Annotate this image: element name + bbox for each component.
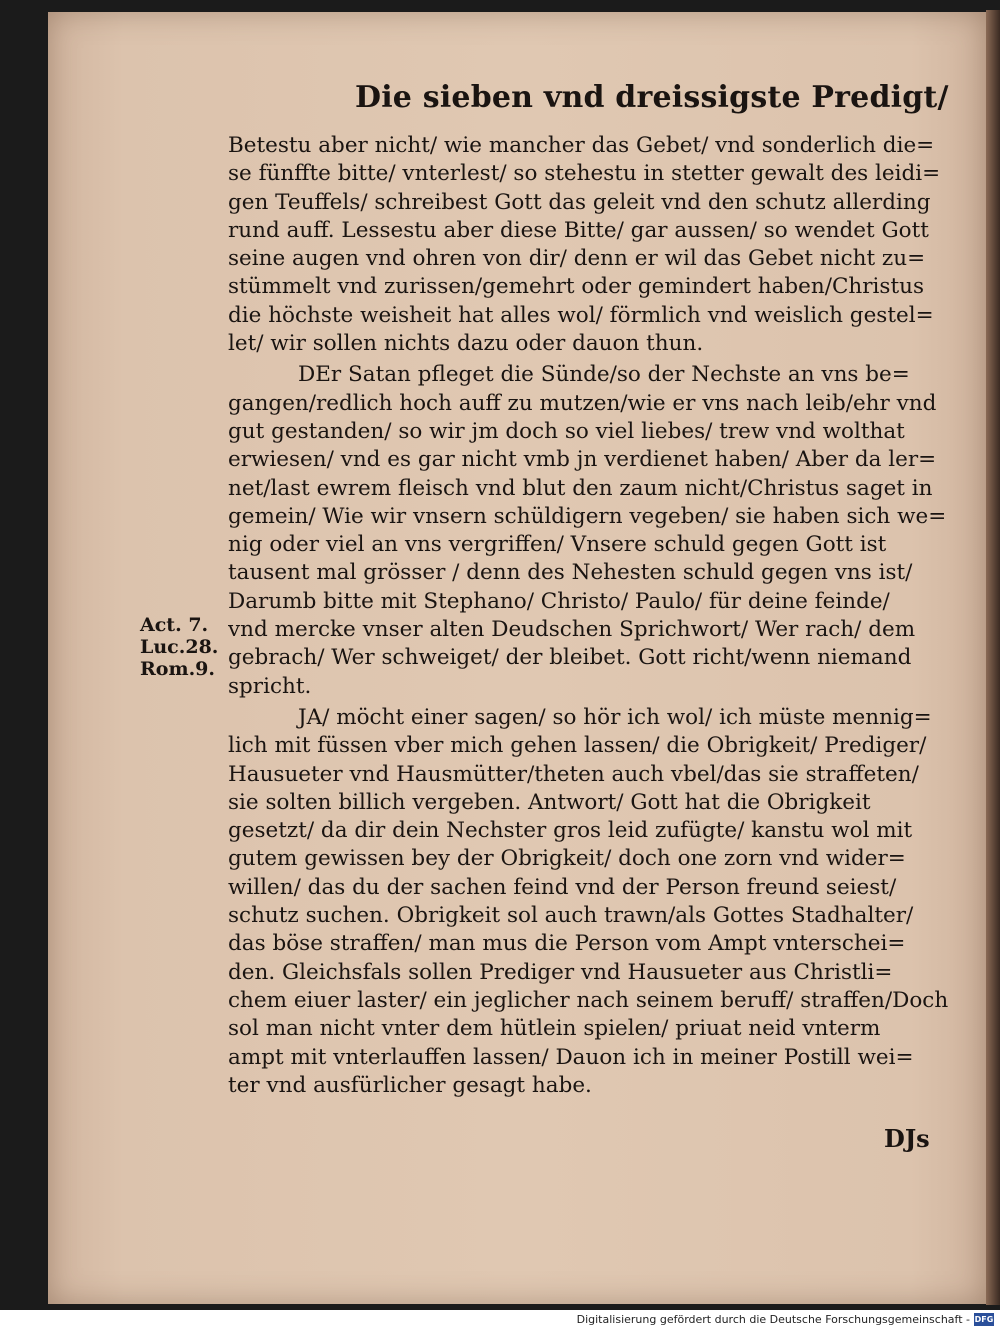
footer-credit: Digitalisierung gefördert durch die Deutsche Forschungsgemeinschaft -	[576, 1313, 970, 1326]
text-line: Hausueter vnd Hausmütter/theten auch vbel/das sie straffeten/	[228, 761, 919, 787]
text-line: seine augen vnd ohren von dir/ denn er wil das Gebet nicht zu=	[228, 246, 926, 272]
text-line: gesetzt/ da dir dein Nechster gros leid zufügte/ kanstu wol mit	[228, 818, 913, 844]
margin-note-luke: Luc.28.	[140, 636, 219, 658]
text-line: ter vnd ausfürlicher gesagt habe.	[228, 1072, 592, 1098]
text-line: net/last ewrem fleisch vnd blut den zaum nicht/Christus saget in	[228, 475, 933, 501]
text-line: willen/ das du der sachen feind vnd der Person freund seiest/	[228, 874, 897, 900]
paragraph-start: DEr Satan pfleget die Sünde/so der Nechste an vns be=	[298, 362, 910, 388]
text-line: lich mit füssen vber mich gehen lassen/ die Obrigkeit/ Prediger/	[228, 733, 927, 759]
paragraph-start: JA/ möcht einer sagen/ so hör ich wol/ ich müste mennig=	[298, 704, 932, 730]
text-line: rund auff. Lessestu aber diese Bitte/ gar aussen/ so wendet Gott	[228, 217, 929, 243]
text-line: gutem gewissen bey der Obrigkeit/ doch one zorn vnd wider=	[228, 846, 906, 872]
text-line: ampt mit vnterlauffen lassen/ Dauon ich in meiner Postill wei=	[228, 1044, 914, 1070]
margin-note-acts: Act. 7.	[140, 614, 209, 636]
text-line: chem eiuer laster/ ein jeglicher nach seinem beruff/ straffen/Doch	[228, 987, 948, 1013]
running-head: Die sieben vnd dreissigste Predigt/	[355, 80, 949, 115]
text-line: gemein/ Wie wir vnsern schüldigern vegeben/ sie haben sich we=	[228, 503, 947, 529]
text-line: gen Teuffels/ schreibest Gott das geleit vnd den schutz allerding	[228, 189, 931, 215]
text-line: gut gestanden/ so wir jm doch so viel liebes/ trew vnd wolthat	[228, 418, 905, 444]
text-line: spricht.	[228, 673, 312, 699]
margin-notes	[140, 614, 225, 680]
margin-note-romans: Rom.9.	[140, 658, 216, 680]
text-line: den. Gleichsfals sollen Prediger vnd Hausueter aus Christli=	[228, 959, 893, 985]
dfg-logo-icon: DFG	[974, 1315, 994, 1324]
text-line: Darumb bitte mit Stephano/ Christo/ Paulo/ für deine feinde/	[228, 588, 890, 614]
text-line: tausent mal grösser / denn des Nehesten schuld gegen vns ist/	[228, 560, 913, 586]
catchword: DJs	[884, 1124, 930, 1153]
text-line: stümmelt vnd zurissen/gemehrt oder gemindert haben/Christus	[228, 274, 924, 300]
text-line: gangen/redlich hoch auff zu mutzen/wie er vns nach leib/ehr vnd	[228, 390, 937, 416]
text-line: nig oder viel an vns vergriffen/ Vnsere schuld gegen Gott ist	[228, 532, 887, 558]
text-line: sol man nicht vnter dem hütlein spielen/ priuat neid vnterm	[228, 1016, 881, 1042]
page-edge	[986, 10, 1000, 1305]
text-line: die höchste weisheit hat alles wol/ förmlich vnd weislich gestel=	[228, 302, 934, 328]
text-line: sie solten billich vergeben. Antwort/ Gott hat die Obrigkeit	[228, 789, 871, 815]
text-line: vnd mercke vnser alten Deudschen Sprichwort/ Wer rach/ dem	[228, 617, 916, 643]
text-line: se fünffte bitte/ vnterlest/ so stehestu in stetter gewalt des leidi=	[228, 161, 941, 187]
text-line: gebrach/ Wer schweiget/ der bleibet. Gott richt/wenn niemand	[228, 645, 912, 671]
text-line: schutz suchen. Obrigkeit sol auch trawn/als Gottes Stadhalter/	[228, 903, 914, 929]
text-line: Betestu aber nicht/ wie mancher das Gebet/ vnd sonderlich die=	[228, 133, 935, 158]
text-line: das böse straffen/ man mus die Person vom Ampt vnterschei=	[228, 931, 906, 957]
body-text	[228, 132, 948, 1100]
text-line: let/ wir sollen nichts dazu oder dauon thun.	[228, 331, 704, 357]
text-line: erwiesen/ vnd es gar nicht vmb jn verdienet haben/ Aber da ler=	[228, 447, 937, 473]
